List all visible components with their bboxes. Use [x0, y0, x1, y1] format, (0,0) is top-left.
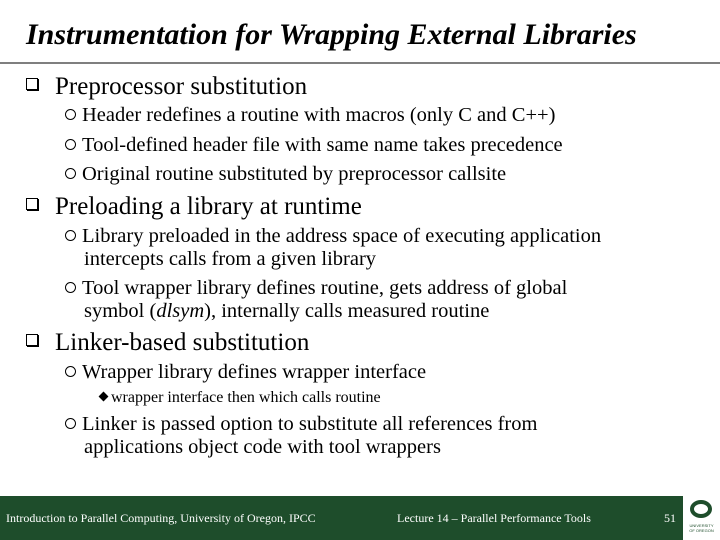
footer-lecture: Lecture 14 – Parallel Performance Tools — [397, 511, 591, 525]
circle-bullet-icon — [65, 366, 76, 377]
bullet-text: Tool-defined header file with same name takes precedence — [82, 134, 563, 156]
page-number: 51 — [664, 511, 676, 525]
sub-bullet-text: wrapper interface then which calls routine — [111, 389, 381, 406]
bullet-item — [65, 413, 705, 459]
square-bullet-icon — [26, 198, 38, 210]
square-bullet-icon — [26, 334, 38, 346]
circle-bullet-icon — [65, 168, 76, 179]
footer-bar — [0, 496, 720, 540]
title-divider — [0, 62, 720, 64]
diamond-bullet-icon — [99, 392, 109, 402]
bullet-text-continued: applications object code with tool wrappers — [84, 436, 441, 458]
bullet-text: Header redefines a routine with macros (only C and C++) — [82, 104, 556, 126]
bullet-item — [65, 225, 705, 271]
logo-text-line1: UNIVERSITY — [689, 523, 714, 528]
section-heading-preprocessor — [26, 73, 307, 101]
circle-bullet-icon — [65, 109, 76, 120]
heading-text: Preprocessor substitution — [55, 73, 308, 100]
bullet-item — [65, 134, 705, 157]
sub-bullet-item — [100, 388, 381, 408]
text-run: symbol ( — [84, 300, 157, 322]
bullet-item — [65, 104, 705, 127]
heading-text: Linker-based substitution — [55, 329, 310, 356]
bullet-text-continued: intercepts calls from a given library — [84, 248, 377, 270]
bullet-text-continued — [65, 300, 705, 323]
bullet-item — [65, 277, 705, 323]
o-logo-icon — [690, 500, 712, 518]
bullet-text: Library preloaded in the address space of executing application — [82, 225, 602, 247]
circle-bullet-icon — [65, 139, 76, 150]
bullet-text: Linker is passed option to substitute all references from — [82, 413, 538, 435]
slide-title: Instrumentation for Wrapping External Libraries — [26, 18, 637, 51]
footer-course: Introduction to Parallel Computing, University of Oregon, IPCC — [6, 511, 316, 525]
bullet-item — [65, 163, 705, 186]
circle-bullet-icon — [65, 418, 76, 429]
circle-bullet-icon — [65, 282, 76, 293]
section-heading-linker — [26, 329, 309, 357]
bullet-text: Wrapper library defines wrapper interface — [82, 361, 427, 383]
circle-bullet-icon — [65, 230, 76, 241]
university-logo — [683, 496, 720, 540]
bullet-text: Original routine substituted by preprocessor callsite — [82, 163, 507, 185]
logo-text-line2: OF OREGON — [689, 528, 714, 533]
square-bullet-icon — [26, 78, 38, 90]
text-run: ), internally calls measured routine — [204, 300, 490, 322]
bullet-item — [65, 361, 705, 384]
dlsym-term: dlsym — [156, 300, 205, 322]
section-heading-preloading — [26, 193, 362, 221]
heading-text: Preloading a library at runtime — [55, 193, 362, 220]
bullet-text: Tool wrapper library defines routine, gets address of global — [82, 277, 568, 299]
